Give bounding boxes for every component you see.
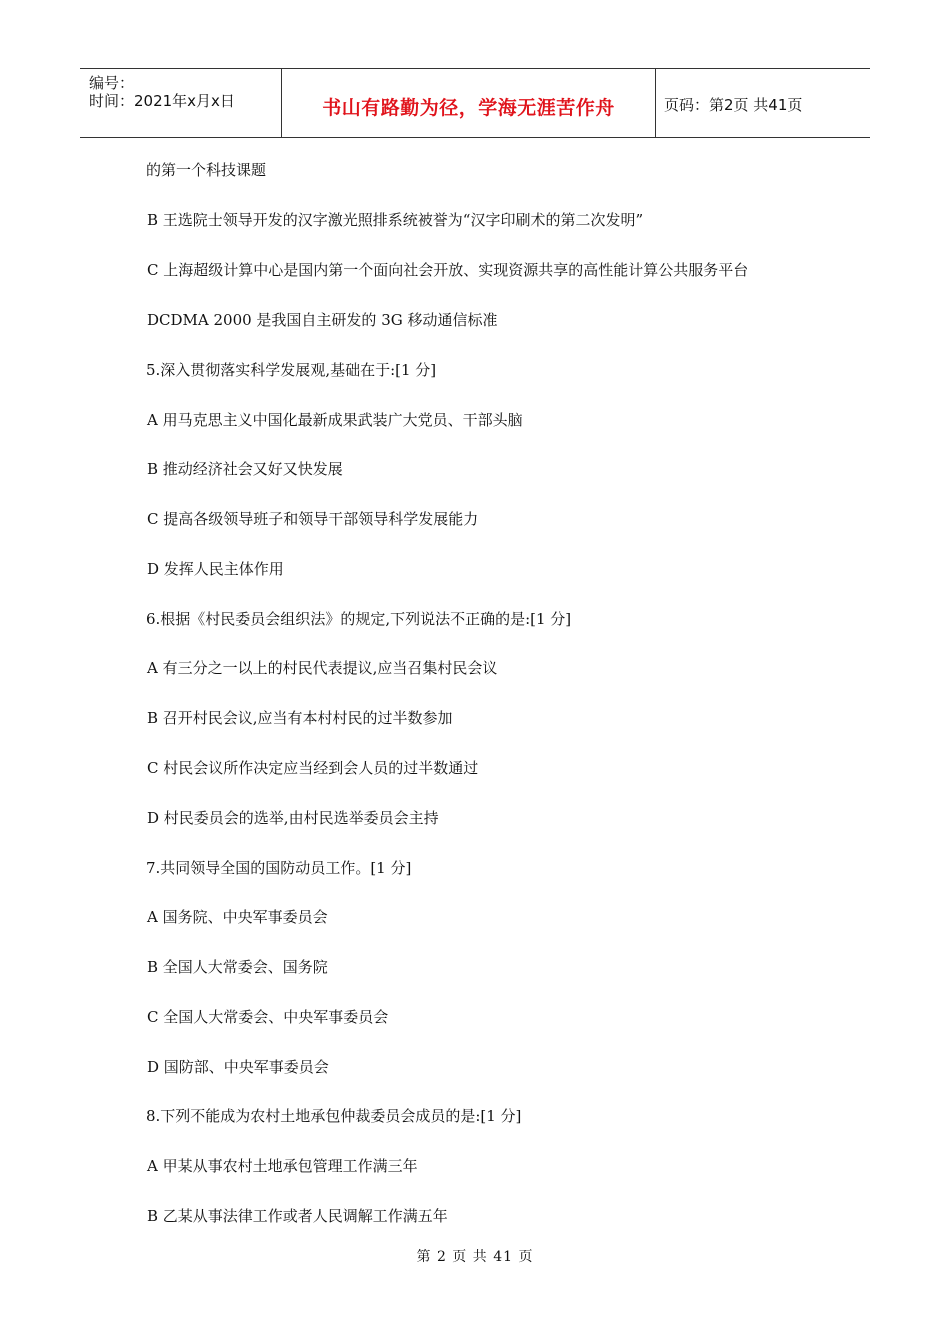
option-line: A 用马克思主义中国化最新成果武装广大党员、干部头脑 <box>147 411 523 429</box>
header-meta-cell <box>80 69 281 137</box>
header-page-cell <box>655 69 870 137</box>
option-line: B 王选院士领导开发的汉字激光照排系统被誉为“汉字印刷术的第二次发明” <box>147 211 644 229</box>
option-line: A 国务院、中央军事委员会 <box>147 908 328 926</box>
document-header <box>80 68 870 138</box>
option-line: B 全国人大常委会、国务院 <box>147 958 328 976</box>
option-line: C 上海超级计算中心是国内第一个面向社会开放、实现资源共享的高性能计算公共服务平台 <box>147 261 749 279</box>
text-line: 的第一个科技课题 <box>146 161 267 179</box>
option-line: C 村民会议所作决定应当经到会人员的过半数通过 <box>147 759 479 777</box>
option-line: A 甲某从事农村土地承包管理工作满三年 <box>147 1157 418 1175</box>
document-number-label: 编号： <box>89 74 135 92</box>
option-line: A 有三分之一以上的村民代表提议,应当召集村民会议 <box>147 659 498 677</box>
option-line: B 召开村民会议,应当有本村村民的过半数参加 <box>147 709 453 727</box>
option-line: DCDMA 2000 是我国自主研发的 3G 移动通信标准 <box>147 311 498 329</box>
option-line: B 推动经济社会又好又快发展 <box>147 460 343 478</box>
header-page-info: 页码：第2页 共41页 <box>664 96 803 114</box>
option-line: D 发挥人民主体作用 <box>147 560 284 578</box>
option-line: D 国防部、中央军事委员会 <box>147 1058 329 1076</box>
page-footer: 第 2 页 共 41 页 <box>416 1249 534 1265</box>
question-line: 7.共同领导全国的国防动员工作。[1 分] <box>146 859 412 877</box>
question-line: 6.根据《村民委员会组织法》的规定,下列说法不正确的是:[1 分] <box>146 610 572 628</box>
header-motto-cell <box>281 69 656 137</box>
option-line: B 乙某从事法律工作或者人民调解工作满五年 <box>147 1207 448 1225</box>
option-line: C 全国人大常委会、中央军事委员会 <box>147 1008 389 1026</box>
option-line: D 村民委员会的选举,由村民选举委员会主持 <box>147 809 439 827</box>
option-line: C 提高各级领导班子和领导干部领导科学发展能力 <box>147 510 479 528</box>
motto-text: 书山有路勤为径，学海无涯苦作舟 <box>322 97 615 119</box>
question-line: 5.深入贯彻落实科学发展观,基础在于:[1 分] <box>146 361 437 379</box>
document-date: 时间：2021年x月x日 <box>89 92 235 110</box>
question-line: 8.下列不能成为农村土地承包仲裁委员会成员的是:[1 分] <box>146 1107 522 1125</box>
